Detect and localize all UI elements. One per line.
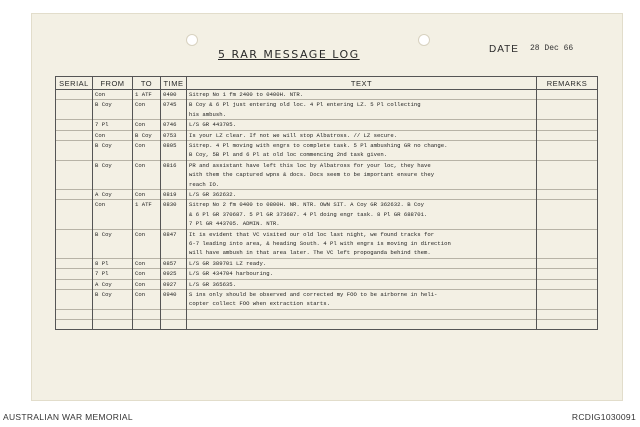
cell-from: B Coy (93, 100, 133, 120)
cell-to: Con (133, 279, 161, 289)
cell-text (187, 100, 537, 120)
cell-time: 0819 (161, 189, 187, 199)
cell-remarks (537, 229, 598, 258)
punch-hole (186, 34, 198, 46)
cell-to: 1 ATF (133, 200, 161, 229)
cell-remarks (537, 90, 598, 100)
cell-to: Con (133, 289, 161, 309)
table-row (56, 90, 598, 100)
cell-remarks (537, 200, 598, 229)
text-line: S ins only should be observed and corrected my FOO to be airborne in heli- (189, 290, 438, 298)
cell-remarks (537, 289, 598, 309)
cell-to: 1 ATF (133, 90, 161, 100)
text-line: L/S GR 365635. (189, 280, 236, 288)
cell-text (187, 320, 537, 330)
column-header-to: TO (133, 77, 161, 90)
cell-text (187, 141, 537, 161)
cell-serial (56, 130, 93, 140)
footer-institution: AUSTRALIAN WAR MEMORIAL (3, 412, 133, 422)
cell-remarks (537, 160, 598, 189)
cell-time: 0816 (161, 160, 187, 189)
cell-to (133, 309, 161, 319)
cell-to: Con (133, 189, 161, 199)
text-line: with them the captured wpns & docs. Docs seem to be important ensure they (189, 171, 435, 179)
cell-serial (56, 320, 93, 330)
table-row (56, 320, 598, 330)
cell-time: 0940 (161, 289, 187, 309)
column-header-time: TIME (161, 77, 187, 90)
text-line: reach IO. (189, 180, 220, 188)
log-title: 5 RAR MESSAGE LOG (218, 48, 360, 61)
column-header-remarks: REMARKS (537, 77, 598, 90)
cell-text (187, 120, 537, 130)
cell-text (187, 279, 537, 289)
text-line: will have ambush in that area later. The VC left propoganda behind them. (189, 249, 431, 257)
text-line: L/S GR 389701 LZ ready. (189, 259, 267, 267)
cell-time (161, 320, 187, 330)
table-row (56, 258, 598, 268)
text-line: his ambush. (189, 110, 226, 118)
table-header-row (56, 77, 598, 90)
text-line: L/S GR 443705. (189, 121, 236, 129)
cell-serial (56, 141, 93, 161)
table-row (56, 189, 598, 199)
text-line: 6-7 leading into area, & heading South. 4 Pl with engrs is moving in direction (189, 239, 451, 247)
cell-text (187, 309, 537, 319)
cell-from: B Coy (93, 229, 133, 258)
cell-text (187, 200, 537, 229)
cell-text (187, 289, 537, 309)
cell-to (133, 320, 161, 330)
table-row (56, 200, 598, 229)
text-line: PR and assistant have left this loc by Albatross for your loc, they have (189, 161, 431, 169)
cell-time: 0857 (161, 258, 187, 268)
table-row (56, 160, 598, 189)
cell-serial (56, 90, 93, 100)
cell-serial (56, 309, 93, 319)
cell-time (161, 309, 187, 319)
text-line: Sitrep No 2 fm 0400 to 0800H. NR. NTR. OWN SIT. A Coy GR 362632. B Coy (189, 201, 424, 209)
log-body (56, 90, 598, 330)
table-row (56, 141, 598, 161)
cell-time: 0925 (161, 269, 187, 279)
text-line: It is evident that VC visited our old loc last night, we found tracks for (189, 230, 435, 238)
table-row (56, 289, 598, 309)
cell-serial (56, 289, 93, 309)
cell-from: 8 Pl (93, 258, 133, 268)
cell-to: Con (133, 160, 161, 189)
cell-from (93, 320, 133, 330)
table-row (56, 130, 598, 140)
cell-from: A Coy (93, 279, 133, 289)
cell-serial (56, 229, 93, 258)
cell-to: Con (133, 258, 161, 268)
cell-time: 0400 (161, 90, 187, 100)
cell-remarks (537, 269, 598, 279)
table-row (56, 269, 598, 279)
cell-text (187, 229, 537, 258)
cell-serial (56, 258, 93, 268)
text-line: B Coy & 6 Pl just entering old loc. 4 Pl entering LZ. 5 Pl collecting (189, 101, 421, 109)
cell-time: 0805 (161, 141, 187, 161)
cell-from (93, 309, 133, 319)
cell-time: 0847 (161, 229, 187, 258)
text-line: 7 Pl GR 443705. ADMIN. NTR. (189, 220, 280, 228)
table-row (56, 120, 598, 130)
cell-serial (56, 160, 93, 189)
cell-text (187, 130, 537, 140)
cell-remarks (537, 279, 598, 289)
text-line: L/S GR 434704 harbouring. (189, 270, 273, 278)
cell-from: B Coy (93, 141, 133, 161)
footer-record-id: RCDIG1030091 (571, 412, 636, 422)
cell-time: 0745 (161, 100, 187, 120)
date-label: DATE (489, 44, 519, 55)
cell-from: Con (93, 200, 133, 229)
text-line: Sitrep No 1 fm 2400 to 0400H. NTR. (189, 91, 304, 98)
cell-serial (56, 200, 93, 229)
cell-to: Con (133, 120, 161, 130)
cell-text (187, 269, 537, 279)
cell-serial (56, 269, 93, 279)
cell-to: Con (133, 229, 161, 258)
cell-time: 0753 (161, 130, 187, 140)
cell-text (187, 189, 537, 199)
cell-from: Con (93, 90, 133, 100)
cell-text (187, 90, 537, 100)
cell-serial (56, 279, 93, 289)
text-line (189, 310, 534, 319)
cell-from: B Coy (93, 160, 133, 189)
punch-hole (418, 34, 430, 46)
cell-to: Con (133, 269, 161, 279)
cell-time: 0927 (161, 279, 187, 289)
text-line: copter collect FOO when extraction starts. (189, 300, 330, 308)
message-log-table (55, 76, 598, 330)
cell-remarks (537, 141, 598, 161)
cell-time: 0830 (161, 200, 187, 229)
table-row (56, 229, 598, 258)
cell-to: Con (133, 100, 161, 120)
cell-serial (56, 100, 93, 120)
cell-from: Con (93, 130, 133, 140)
text-line: Is your LZ clear. If not we will stop Albatross. // LZ secure. (189, 131, 398, 139)
column-header-serial: SERIAL (56, 77, 93, 90)
cell-from: A Coy (93, 189, 133, 199)
text-line: B Coy, 5B Pl and 6 Pl at old loc commencing 2nd task given. (189, 151, 388, 159)
cell-from: 7 Pl (93, 269, 133, 279)
date-value: 28 Dec 66 (530, 44, 574, 53)
column-header-from: FROM (93, 77, 133, 90)
cell-to: B Coy (133, 130, 161, 140)
cell-text (187, 258, 537, 268)
cell-remarks (537, 189, 598, 199)
cell-remarks (537, 120, 598, 130)
cell-from: 7 Pl (93, 120, 133, 130)
cell-remarks (537, 258, 598, 268)
text-line (189, 320, 534, 329)
cell-from: B Coy (93, 289, 133, 309)
column-header-text: TEXT (187, 77, 537, 90)
cell-remarks (537, 130, 598, 140)
cell-serial (56, 189, 93, 199)
cell-time: 0746 (161, 120, 187, 130)
table-row (56, 279, 598, 289)
table-row (56, 100, 598, 120)
cell-remarks (537, 320, 598, 330)
text-line: L/S GR 362632. (189, 190, 236, 198)
cell-remarks (537, 309, 598, 319)
cell-remarks (537, 100, 598, 120)
cell-text (187, 160, 537, 189)
text-line: Sitrep. 4 Pl moving with engrs to complete task. 5 Pl ambushing GR no change. (189, 142, 448, 149)
cell-serial (56, 120, 93, 130)
table-row (56, 309, 598, 319)
cell-to: Con (133, 141, 161, 161)
text-line: & 6 Pl GR 370687. 5 Pl GR 373687. 4 Pl doing engr task. 8 Pl GR 688701. (189, 210, 428, 218)
